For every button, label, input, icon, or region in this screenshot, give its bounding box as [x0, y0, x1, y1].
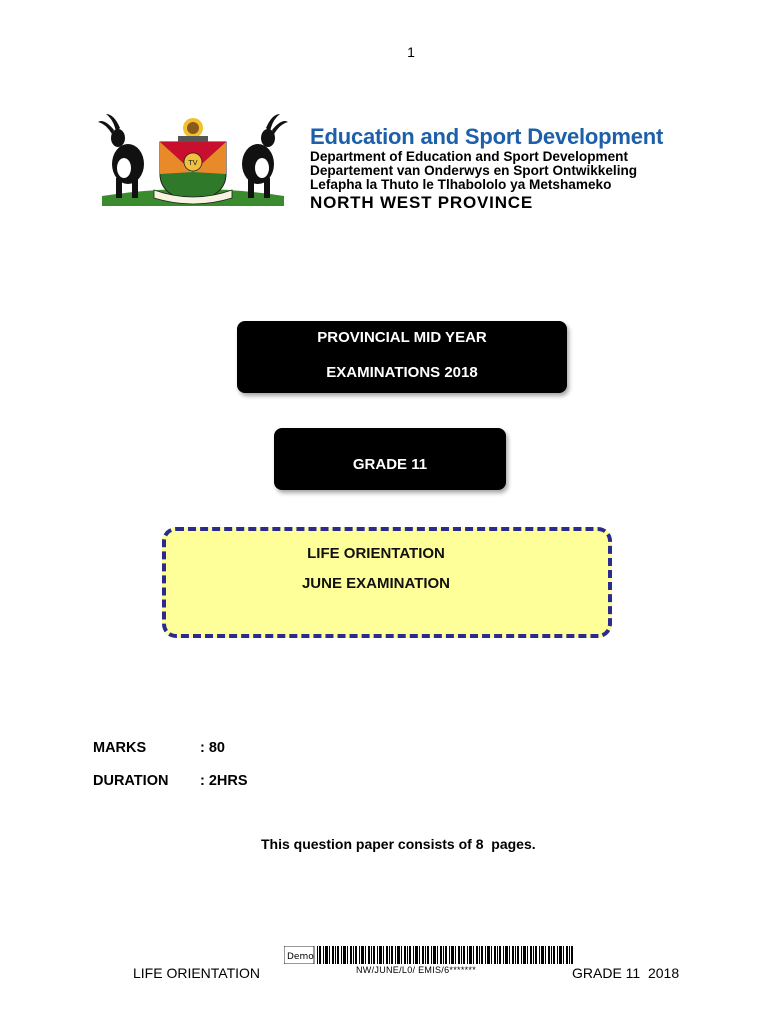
department-title: Education and Sport Development [310, 124, 664, 149]
duration-value: : 2HRS [200, 773, 248, 789]
province-name: NORTH WEST PROVINCE [310, 193, 533, 212]
coat-of-arms-icon [94, 112, 292, 208]
grade-label: GRADE 11 [352, 456, 428, 473]
exam-title-line2: EXAMINATIONS 2018 [326, 364, 478, 381]
pages-note: This question paper consists of 8 pages. [261, 836, 536, 852]
page-number: 1 [407, 44, 415, 60]
barcode-icon [284, 946, 574, 964]
department-line-tswana: Lefapha la Thuto le Tlhabololo ya Metshameko [310, 177, 612, 192]
department-header [310, 124, 730, 213]
subject-box [162, 527, 612, 638]
subject-name: LIFE ORIENTATION [307, 545, 445, 562]
department-line-afrikaans: Departement van Onderwys en Sport Ontwikkeling [310, 163, 638, 178]
svg-text:TV: TV [188, 159, 198, 167]
footer-grade-year: GRADE 11 2018 [572, 965, 680, 981]
subject-exam: JUNE EXAMINATION [301, 575, 451, 592]
marks-label: MARKS [93, 740, 147, 756]
department-line-english: Department of Education and Sport Development [310, 149, 628, 164]
exam-title-line1: PROVINCIAL MID YEAR [317, 329, 487, 346]
duration-label: DURATION [93, 773, 169, 789]
exam-title-box [237, 321, 567, 393]
document-code: NW/JUNE/L0/ EMIS/6******* [356, 965, 477, 975]
marks-value: : 80 [200, 740, 225, 756]
footer-subject: LIFE ORIENTATION [133, 965, 261, 981]
grade-box [274, 428, 506, 490]
barcode-label: Demo [287, 952, 314, 962]
